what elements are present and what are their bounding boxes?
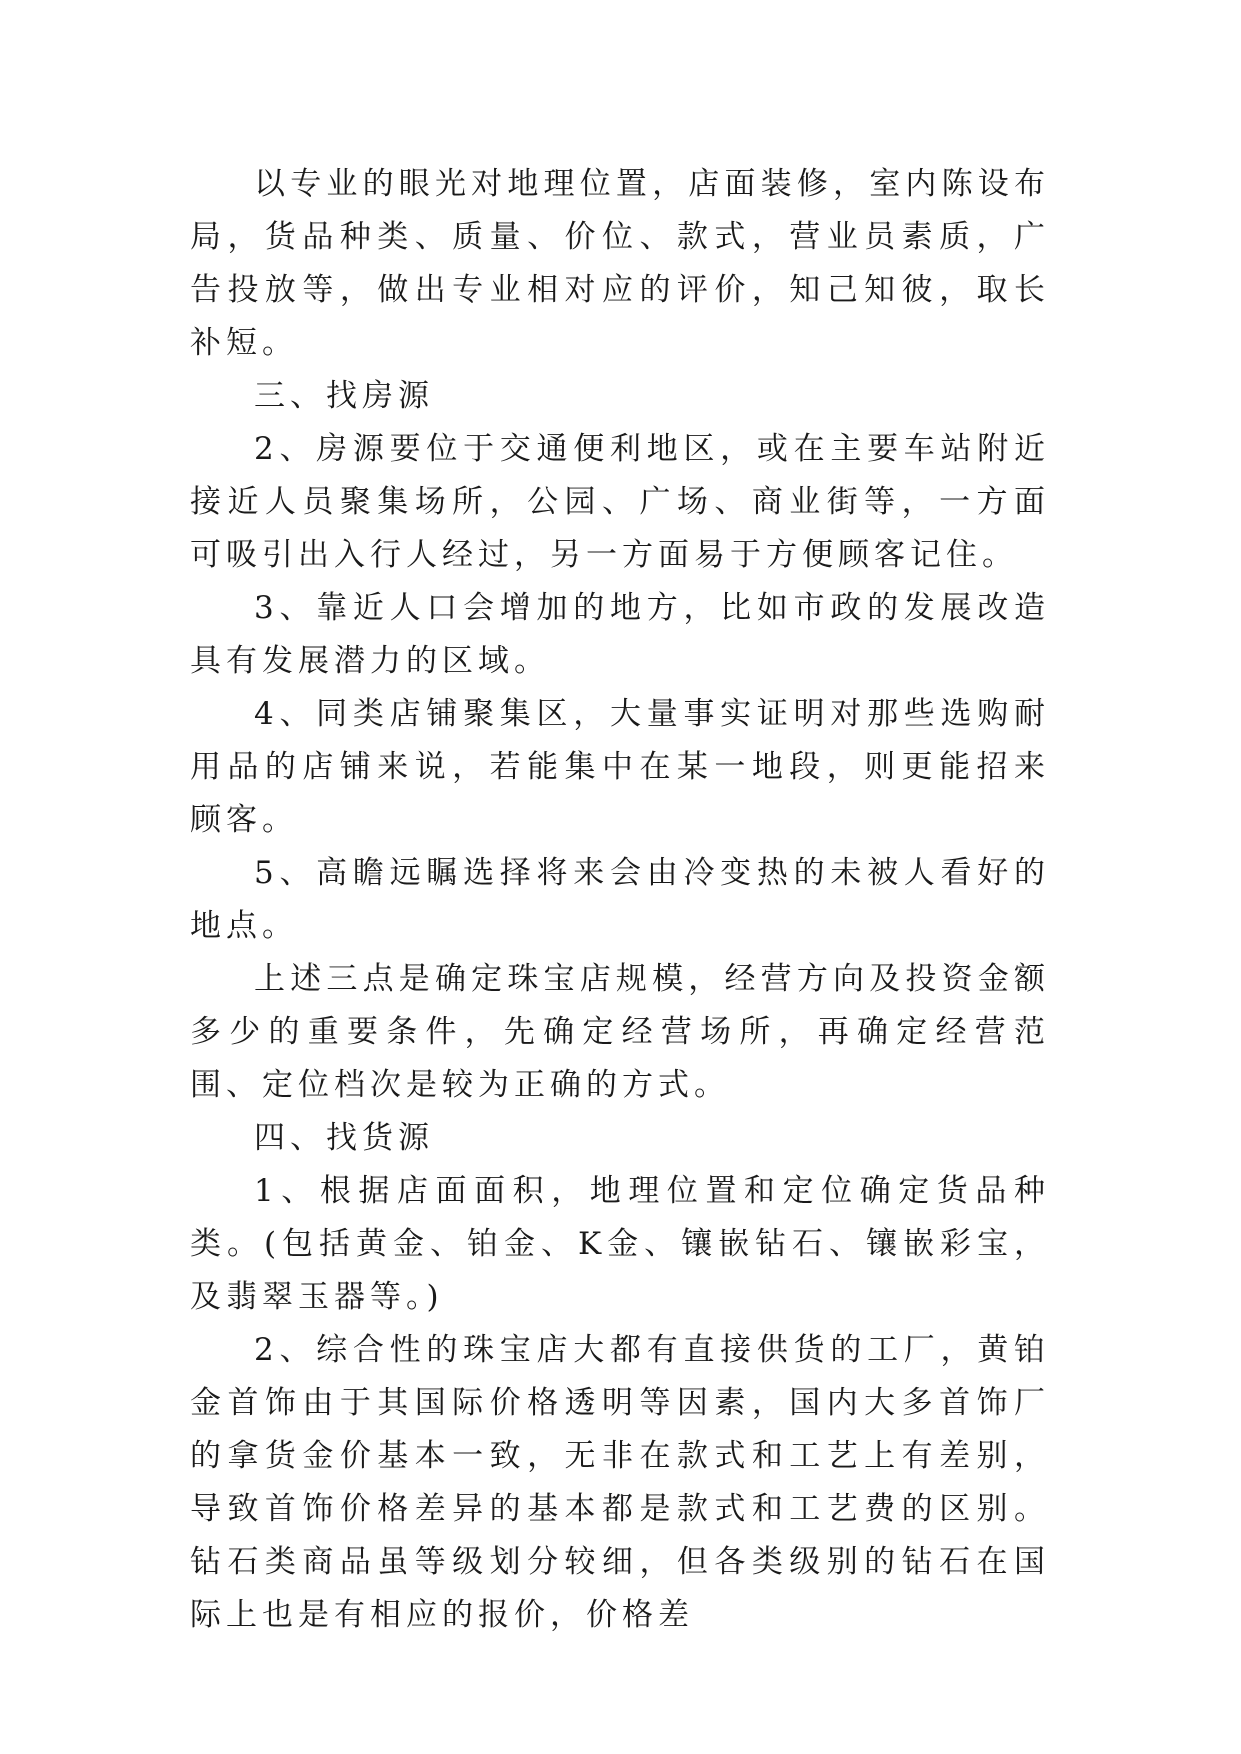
section-heading: 四、找货源 bbox=[254, 1120, 434, 1156]
paragraph: 2、综合性的珠宝店大都有直接供货的工厂，黄铂金首饰由于其国际价格透明等因素，国内大多首饰厂的拿货金价基本一致，无非在款式和工艺上有差别，导致首饰价格差异的基本都是款式和工艺费的区别。钻石类商品虽等级划分较细，但各类级别的钻石在国际上也是有相应的报价，价格差 bbox=[190, 1332, 1050, 1633]
document-body bbox=[190, 158, 1050, 1642]
paragraph: 以专业的眼光对地理位置，店面装修，室内陈设布局，货品种类、质量、价位、款式，营业员素质，广告投放等，做出专业相对应的评价，知己知彼，取长补短。 bbox=[190, 166, 1050, 361]
paragraph: 1、根据店面面积，地理位置和定位确定货品种类。(包括黄金、铂金、K金、镶嵌钻石、镶嵌彩宝，及翡翠玉器等。) bbox=[190, 1173, 1050, 1315]
paragraph: 4、同类店铺聚集区，大量事实证明对那些选购耐用品的店铺来说，若能集中在某一地段，则更能招来顾客。 bbox=[190, 696, 1050, 838]
paragraph: 2、房源要位于交通便利地区，或在主要车站附近接近人员聚集场所，公园、广场、商业街等，一方面可吸引出入行人经过，另一方面易于方便顾客记住。 bbox=[190, 431, 1050, 573]
paragraph: 上述三点是确定珠宝店规模，经营方向及投资金额多少的重要条件，先确定经营场所，再确定经营范围、定位档次是较为正确的方式。 bbox=[190, 961, 1050, 1103]
paragraph: 3、靠近人口会增加的地方，比如市政的发展改造具有发展潜力的区域。 bbox=[190, 590, 1050, 679]
paragraph: 5、高瞻远瞩选择将来会由冷变热的未被人看好的地点。 bbox=[190, 855, 1050, 944]
section-heading: 三、找房源 bbox=[254, 378, 434, 414]
